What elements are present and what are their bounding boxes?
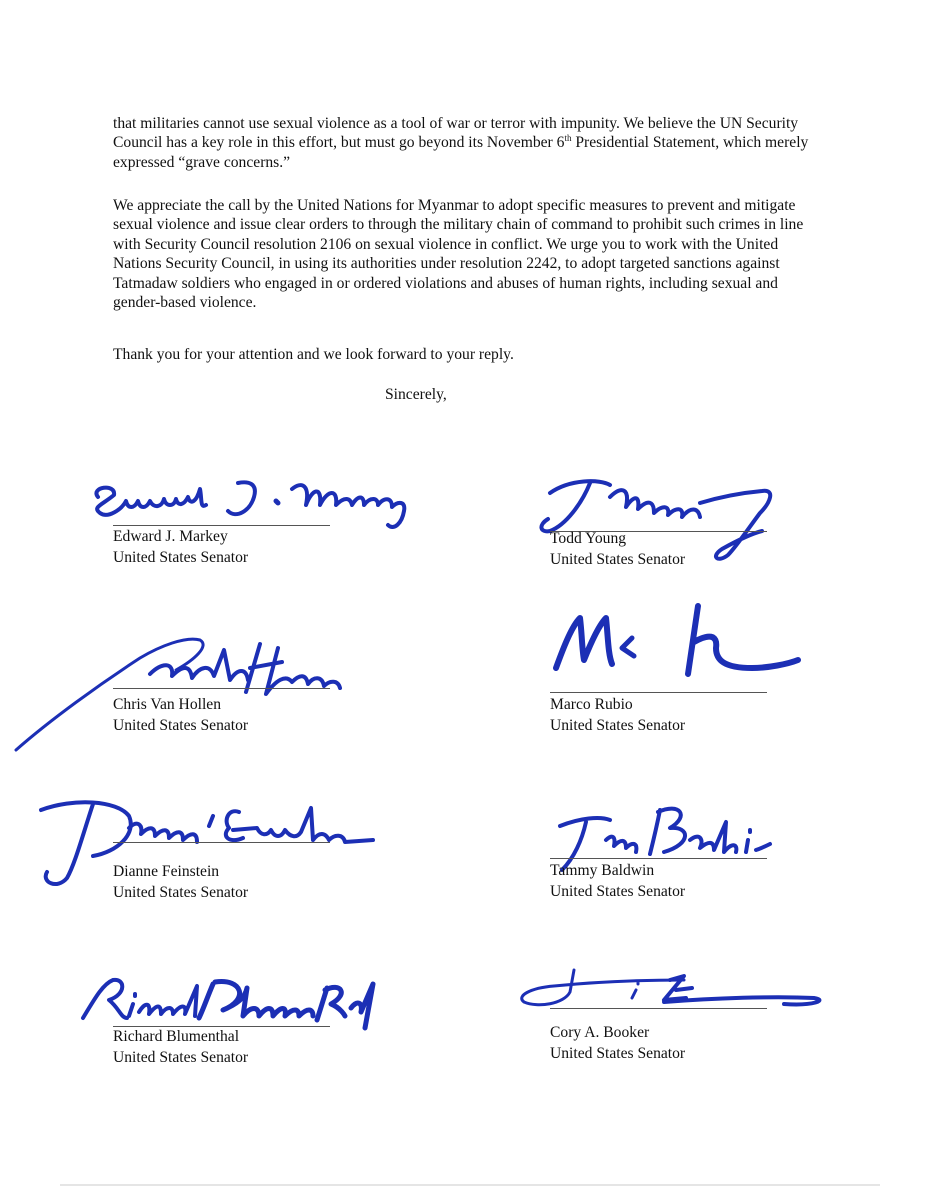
signatory-title: United States Senator bbox=[113, 717, 249, 734]
signatory-name: Tammy Baldwin bbox=[550, 862, 655, 879]
handwritten-signature-booker bbox=[514, 964, 834, 1024]
signatory-title: United States Senator bbox=[550, 551, 686, 568]
paragraph-text-continued: Presidential Statement, which merely expressed “grave concerns.” bbox=[113, 134, 809, 171]
signatory-title: United States Senator bbox=[113, 1049, 249, 1066]
body-paragraph-3: Thank you for your attention and we look forward to your reply. bbox=[113, 346, 514, 363]
signature-line bbox=[550, 1008, 767, 1009]
signatory-name: Richard Blumenthal bbox=[113, 1028, 240, 1045]
body-paragraph-1 bbox=[113, 114, 823, 172]
signatory-title: United States Senator bbox=[550, 883, 686, 900]
closing-salutation: Sincerely, bbox=[385, 386, 447, 403]
signature-line bbox=[550, 858, 767, 859]
signature-block-van-hollen bbox=[113, 648, 353, 778]
signatory-name: Marco Rubio bbox=[550, 696, 633, 713]
signature-line bbox=[113, 525, 330, 526]
signature-block-blumenthal bbox=[113, 982, 353, 1112]
signature-line bbox=[113, 842, 330, 843]
signatory-name: Todd Young bbox=[550, 530, 627, 547]
signature-block-rubio bbox=[550, 610, 790, 740]
signatory-name: Edward J. Markey bbox=[113, 528, 228, 545]
signatory-title: United States Senator bbox=[550, 717, 686, 734]
signatory-title: United States Senator bbox=[550, 1045, 686, 1062]
signatory-title: United States Senator bbox=[113, 549, 249, 566]
body-paragraph-2: We appreciate the call by the United Nations for Myanmar to adopt specific measures to prevent and mitigate sexual violence and issue clear orders to through the military chain of command to prohibit such crimes in line with Security Council resolution 2106 on sexual violence in conflict. We urge you to work with the United Nations Security Council, in using its authorities under resolution 2242, to adopt targeted sanctions against Tatmadaw soldiers who engaged in or ordered violations and abuses of human rights, including sexual and gender-based violence. bbox=[113, 197, 804, 312]
signature-line bbox=[113, 688, 330, 689]
signature-line bbox=[550, 692, 767, 693]
signatory-name: Cory A. Booker bbox=[550, 1024, 650, 1041]
signatory-name: Chris Van Hollen bbox=[113, 696, 221, 713]
signatory-name: Dianne Feinstein bbox=[113, 863, 220, 880]
signature-block-feinstein bbox=[113, 822, 353, 952]
page-bottom-edge bbox=[60, 1184, 880, 1186]
signature-block-markey bbox=[113, 485, 353, 615]
signature-block-baldwin bbox=[550, 810, 790, 940]
signatory-title: United States Senator bbox=[113, 884, 249, 901]
handwritten-signature-rubio bbox=[548, 598, 808, 688]
handwritten-signature-van-hollen bbox=[10, 628, 390, 758]
signature-block-booker bbox=[550, 978, 790, 1108]
signature-block-young bbox=[550, 485, 790, 615]
superscript-th: th bbox=[564, 133, 572, 144]
paragraph-text: that militaries cannot use sexual violence as a tool of war or terror with impunity. We believe the UN Security Council has a key role in this effort, but must go beyond its November 6 bbox=[113, 115, 799, 152]
